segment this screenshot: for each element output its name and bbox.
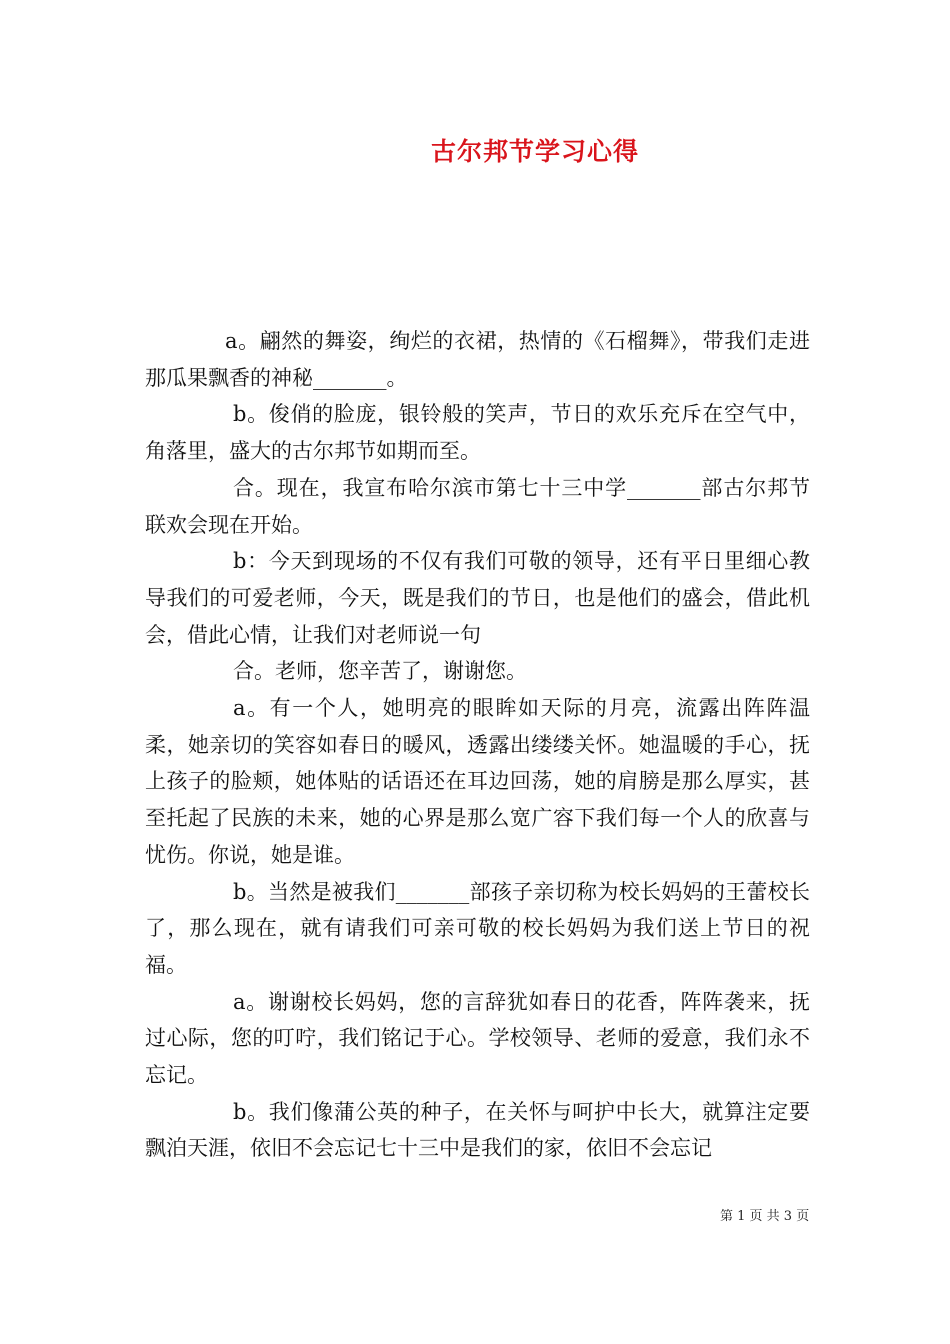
paragraph: b：今天到现场的不仅有我们可敬的领导，还有平日里细心教导我们的可爱老师，今天，既是我们的节日，也是他们的盛会，借此机会，借此心情，让我们对老师说一句 — [145, 549, 810, 647]
document-body — [145, 323, 810, 1167]
paragraph: 合。老师，您辛苦了，谢谢您。 — [233, 659, 527, 684]
paragraph: a。有一个人，她明亮的眼眸如天际的月亮，流露出阵阵温柔，她亲切的笑容如春日的暖风，透露出缕缕关怀。她温暖的手心，抚上孩子的脸颊，她体贴的话语还在耳边回荡，她的肩膀是那么厚实，甚至托起了民族的未来，她的心界是那么宽广容下我们每一个人的欣喜与忧伤。你说，她是谁。 — [145, 696, 810, 867]
paragraph: b。我们像蒲公英的种子，在关怀与呵护中长大，就算注定要飘泊天涯，依旧不会忘记七十三中是我们的家，依旧不会忘记 — [145, 1099, 810, 1161]
paragraph: 合。现在，我宣布哈尔滨市第七十三中学_______部古尔邦节联欢会现在开始。 — [145, 475, 810, 537]
document-title: 古尔邦节学习心得 — [430, 137, 639, 166]
paragraph: b。俊俏的脸庞，银铃般的笑声，节日的欢乐充斥在空气中，角落里，盛大的古尔邦节如期而至。 — [145, 402, 810, 464]
page-number-footer: 第 1 页 共 3 页 — [720, 1209, 810, 1224]
paragraph: b。当然是被我们_______部孩子亲切称为校长妈妈的王蕾校长了，那么现在，就有请我们可亲可敬的校长妈妈为我们送上节日的祝福。 — [145, 879, 810, 977]
paragraph: a。谢谢校长妈妈，您的言辞犹如春日的花香，阵阵袭来，抚过心际，您的叮咛，我们铭记于心。学校领导、老师的爱意，我们永不忘记。 — [145, 989, 810, 1088]
paragraph: a。翩然的舞姿，绚烂的衣裙，热情的《石榴舞》，带我们走进那瓜果飘香的神秘_______。 — [145, 329, 810, 390]
